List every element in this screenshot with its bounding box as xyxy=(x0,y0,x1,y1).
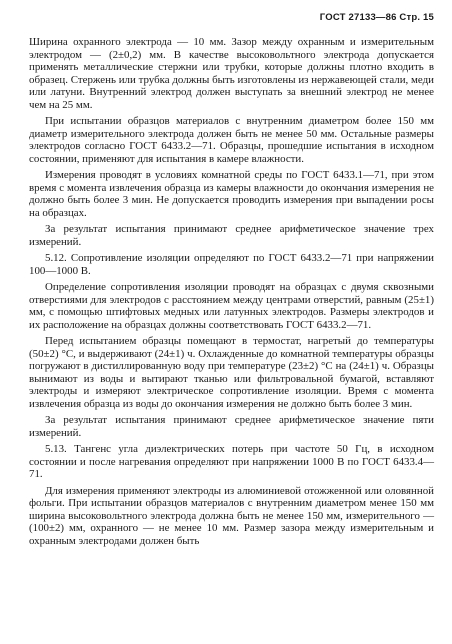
paragraph-electrode-width: Ширина охранного электрода — 10 мм. Зазор между охранным и измерительным электродом — (2±0,2) мм. В качестве высоковольтного электрода допускается применять металлические стержни или трубки, которые должны плотно входить в образец. Стержень или трубка должны быть изготовлены из нержавеющей стали, меди или латуни. Внутренний электрод должен выступать за внешний электрод не менее чем на 25 мм. xyxy=(29,36,434,111)
paragraph-insulation-resistance: Определение сопротивления изоляции проводят на образцах с двумя сквозными отверстиями для электродов с расстоянием между центрами отверстий, равным (25±1) мм, с помощью штифтовых медных или латунных электродов. Размеры электродов и их расположение на образцах должны соответствовать ГОСТ 6433.2—71. xyxy=(29,281,434,331)
paragraph-5-12: 5.12. Сопротивление изоляции определяют по ГОСТ 6433.2—71 при напряжении 100—1000 В. xyxy=(29,252,434,277)
document-body xyxy=(29,36,434,551)
paragraph-result-five: За результат испытания принимают среднее арифметическое значение пяти измерений. xyxy=(29,414,434,439)
paragraph-large-diameter: При испытании образцов материалов с внутренним диаметром более 150 мм диаметр измерительного электрода должен быть не менее 50 мм. Остальные размеры электродов согласно ГОСТ 6433.2—71. Образцы, прошедшие испытания в исходном состоянии, применяют для испытания в камере влажности. xyxy=(29,115,434,165)
paragraph-5-13: 5.13. Тангенс угла диэлектрических потерь при частоте 50 Гц, в исходном состоянии и после нагревания определяют при напряжении 1000 В по ГОСТ 6433.4—71. xyxy=(29,443,434,480)
paragraph-thermostat: Перед испытанием образцы помещают в термостат, нагретый до температуры (50±2) °С, и выдерживают (24±1) ч. Охлажденные до комнатной температуры образцы погружают в дистиллированную воду при температуре (23±2) °С на (24±1) ч. Образцы вынимают из воды и вытирают тканью или фильтровальной бумагой, вставляют электроды и измеряют электрическое сопротивление изоляции. Время с момента извлечения образца из воды до окончания измерения не должно быть более 3 мин. xyxy=(29,335,434,410)
paragraph-measurement-conditions: Измерения проводят в условиях комнатной среды по ГОСТ 6433.1—71, при этом время с момента извлечения образца из камеры влажности до окончания измерения не должно быть более 3 мин. Не допускается проводить измерения при выпадении росы на образцах. xyxy=(29,169,434,219)
paragraph-result-three: За результат испытания принимают среднее арифметическое значение трех измерений. xyxy=(29,223,434,248)
page-header: ГОСТ 27133—86 Стр. 15 xyxy=(319,12,434,23)
paragraph-foil-electrodes: Для измерения применяют электроды из алюминиевой отожженной или оловянной фольги. При испытании образцов материалов с внутренним диаметром менее 150 мм ширина высоковольтного электрода должна быть не менее 150 мм, измерительного — (100±2) мм, охранного — не менее 10 мм. Размер зазора между измерительным и охранным электродами должен быть xyxy=(29,484,434,547)
